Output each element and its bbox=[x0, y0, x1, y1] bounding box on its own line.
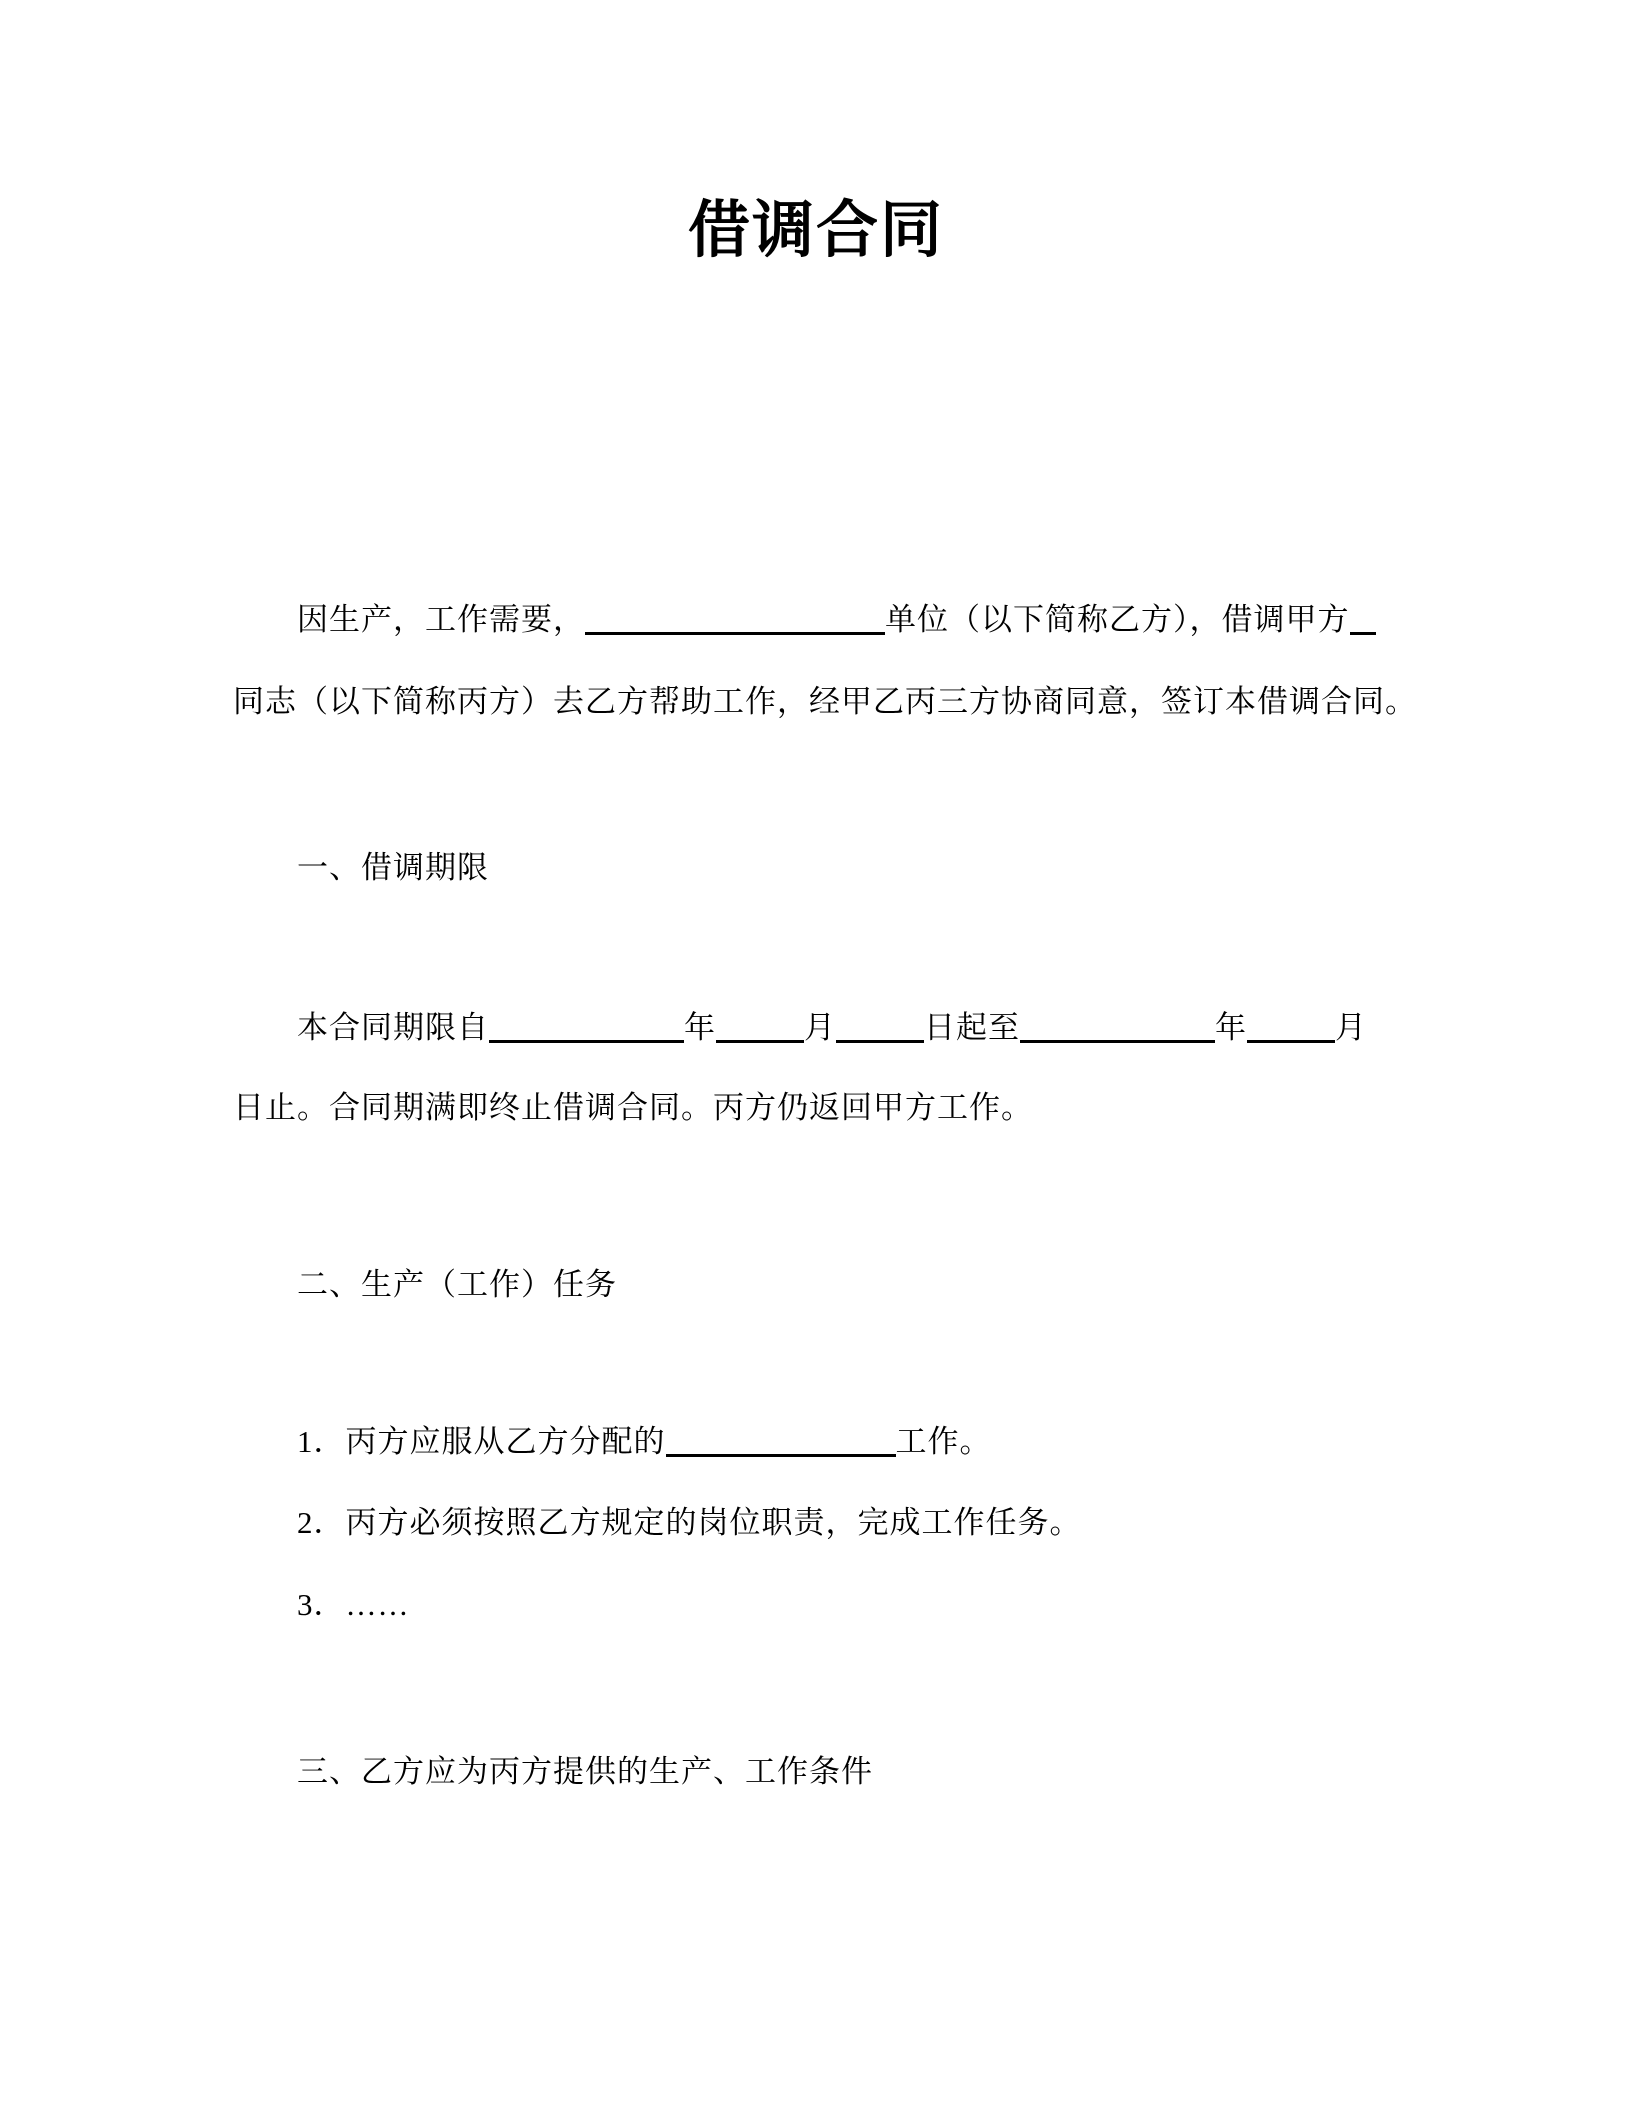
document-title: 借调合同 bbox=[687, 193, 944, 266]
section-two-item-2 bbox=[233, 1501, 1082, 1545]
term-prefix-text: 本合同期限自 bbox=[297, 1010, 489, 1045]
intro-line1-text-before: 因生产，工作需要， bbox=[297, 602, 585, 637]
month-label-1: 月 bbox=[804, 1010, 836, 1045]
section-two-heading bbox=[233, 1263, 617, 1307]
year-label-1: 年 bbox=[684, 1010, 716, 1045]
section-one-heading-text: 一、借调期限 bbox=[297, 850, 489, 885]
blank-start-month bbox=[716, 1012, 804, 1043]
year-label-2: 年 bbox=[1215, 1010, 1247, 1045]
month-label-2: 月 bbox=[1335, 1010, 1367, 1045]
section-three-heading bbox=[233, 1750, 873, 1794]
intro-line2-text: 同志（以下简称丙方）去乙方帮助工作，经甲乙丙三方协商同意，签订本借调合同。 bbox=[233, 684, 1417, 719]
blank-assigned-work bbox=[666, 1426, 896, 1457]
item1-text-after: 工作。 bbox=[895, 1424, 992, 1459]
blank-end-month bbox=[1247, 1012, 1335, 1043]
section-two-item-3 bbox=[233, 1583, 410, 1627]
blank-unit-name bbox=[585, 604, 885, 635]
section-one-heading bbox=[233, 846, 489, 890]
item2-text: 2．丙方必须按照乙方规定的岗位职责，完成工作任务。 bbox=[297, 1505, 1082, 1540]
term-middle-text: 日起至 bbox=[924, 1010, 1020, 1045]
intro-line-2 bbox=[233, 680, 1417, 724]
blank-end-year bbox=[1020, 1012, 1215, 1043]
item1-text-before: 1．丙方应服从乙方分配的 bbox=[297, 1424, 666, 1459]
item3-text: 3．…… bbox=[297, 1587, 410, 1622]
term-line-1 bbox=[233, 1006, 1367, 1050]
section-two-item-1 bbox=[233, 1420, 992, 1464]
blank-start-day bbox=[836, 1012, 924, 1043]
section-three-heading-text: 三、乙方应为丙方提供的生产、工作条件 bbox=[297, 1754, 873, 1789]
blank-secondee-name-start bbox=[1350, 604, 1376, 635]
intro-line1-text-after: 单位（以下简称乙方），借调甲方 bbox=[885, 602, 1350, 637]
blank-start-year bbox=[489, 1012, 684, 1043]
section-two-heading-text: 二、生产（工作）任务 bbox=[297, 1267, 617, 1302]
intro-line-1 bbox=[233, 598, 1376, 642]
term-line2-text: 日止。合同期满即终止借调合同。丙方仍返回甲方工作。 bbox=[233, 1090, 1033, 1125]
term-line-2 bbox=[233, 1086, 1033, 1130]
